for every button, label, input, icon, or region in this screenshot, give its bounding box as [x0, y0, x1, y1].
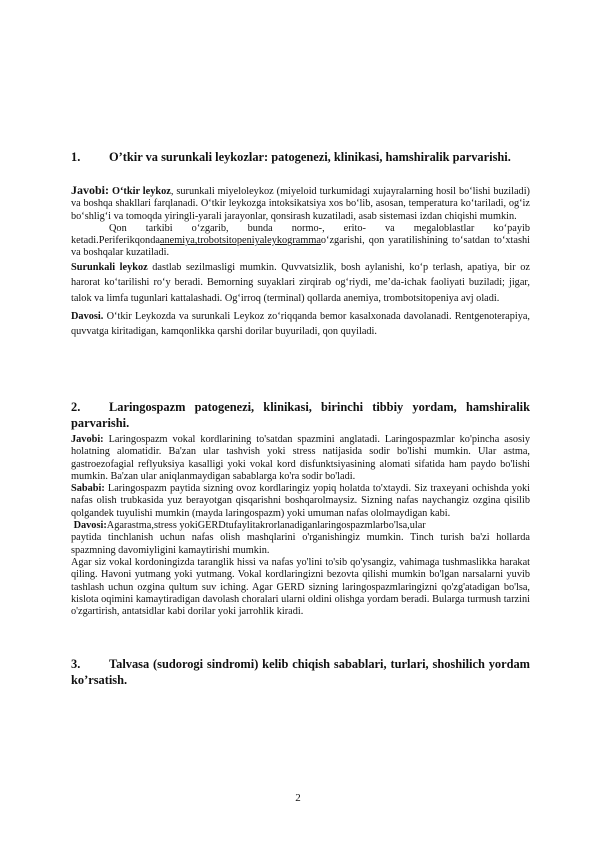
answer-label: Javobi:	[71, 434, 104, 445]
treatment-label: Davosi.	[71, 310, 104, 322]
cause-label: Sababi:	[71, 483, 105, 495]
section-1-paragraph-1: Javobi: O‘tkir leykoz, surunkali miyeloleykoz (miyeloid turkumidagi xujayralarning hosil bo‘lishi buziladi) va boshqa shakllari farqlanadi. O‘tkir leykozga intoksikatsiya xos bo‘lib, asosan, temperatura ko‘tariladi, og‘iz bo‘shlig‘i va tomoqda yiringli-yarali jarayonlar, qonsirash kuzatiladi, asab sistemasi izdan chiqishi mumkin.	[71, 183, 530, 222]
section-3-heading	[71, 656, 530, 688]
section-2-paragraph-2: Sababi: Laringospazm paytida sizning ovoz kordlaringiz yopiq holatda to'xtaydi. Siz traxeyani ochishda yoki nafas olish trubkasida yuz berayotgan qisqarishni boshqarolmaysiz. Sizning nafas naychangiz ozgina qisilib qolgandek tuyulishi mumkin (mayda laringospazm) yoki umuman nafas ololmaydigan kabi.	[71, 483, 530, 519]
underlined-link: anemiya,trobotsitopeniyaleykogramma	[159, 235, 321, 247]
section-1-body	[71, 184, 530, 340]
section-3-title: Talvasa (sudorogi sindromi) kelib chiqish sabablari, turlari, shoshilich yordam ko’rsatish.	[71, 657, 530, 687]
section-3-number: 3.	[71, 657, 81, 671]
section-2-number: 2.	[71, 400, 81, 414]
section-1-title: O’tkir va surunkali leykozlar: patogenezi, klinikasi, hamshiralik parvarishi.	[109, 150, 511, 164]
section-1-number: 1.	[71, 150, 81, 164]
section-1-paragraph-4: Davosi. O‘tkir Leykozda va surunkali Leykoz zo‘riqqanda bemor kasalxonada davolanadi. Rentgenoterapiya, quvvatga kiritadigan, kamqonlikka qarshi dorilar buyuriladi, qon quyiladi.	[71, 310, 530, 338]
page-number: 2	[295, 792, 301, 804]
section-2-paragraph-4: paytida tinchlanish uchun nafas olish mashqlarini o'rganishingiz mumkin. Tinch turish ba'zi hollarda spazmning davomiyligini kamaytirishi mumkin.	[71, 532, 530, 556]
section-1-paragraph-3: Surunkali leykoz dastlab sezilmasligi mumkin. Quvvatsizlik, bosh aylanishi, ko‘p terlash, apatiya, bir oz harorat ko‘tarilishi ro‘y beradi. Bemorning suyaklari zirqirab og‘riydi, me’da-ichak faoliyati buziladi; jigar, talok va limfa tugunlari kattalashadi. Og‘irroq (terminal) qollarda anemiya, trombotsitopeniya avj oladi.	[71, 261, 530, 304]
section-1-heading	[71, 149, 530, 165]
section-2-paragraph-5: Agar siz vokal kordoningizda taranglik hissi va nafas yo'lini to'sib qo'ysangiz, vahimaga tushmaslikka harakat qiling. Havoni yutmang yoki yutmang. Vokal kordlaringizni bezovta qilishi mumkin bo'lgan narsalarni yuvib tashlash uchun ozgina qultum suv iching. Agar GERD sizning laringospazmlaringizni qo'zg'atadigan bo'lsa, kislota oqimini kamaytiradigan davolash choralari ularni oldini olishga yordam beradi. Bularga turmush tarzini o'zgartirish, antatsidlar kabi dorilar yoki jarrohlik kiradi.	[71, 556, 530, 618]
section-1-paragraph-2: Qon tarkibi o‘zgarib, bunda normo-, erito- va megaloblastlar ko‘payib ketadi.Periferikqondaanemiya,trobotsitopeniyaleykogrammao‘zgarishi, qon yaratilishining to‘satdan to‘xtashi va boshqalar kuzatiladi.	[71, 222, 530, 259]
section-2-paragraph-1: Javobi: Laringospazm vokal kordlarining to'satdan spazmini anglatadi. Laringospazmlar ko'pincha asosiy holatning alomatidir. Ba'zan ular tashvish yoki stress natijasida sodir bo'lishi mumkin. Ular astma, gastroezofagial reflyuksiya kasalligi yoki vokal kord disfunktsiyasining alomati sifatida ham paydo bo'lishi mumkin. Ba'zan ular aniqlanmaydigan sabablarga ko'ra sodir bo'ladi.	[71, 434, 530, 482]
answer-label: Javobi:	[71, 183, 110, 197]
term-acute-leukemia: O‘tkir leykoz	[111, 186, 171, 197]
chronic-leukemia-label: Surunkali leykoz	[71, 261, 148, 273]
section-2-body	[71, 434, 530, 618]
section-2-title: Laringospazm patogenezi, klinikasi, birinchi tibbiy yordam, hamshiralik parvarishi.	[71, 400, 530, 430]
section-2-heading	[71, 399, 530, 431]
treatment-label: Davosi:	[73, 520, 107, 532]
section-2-paragraph-3: Davosi:Agarastma,stress yokiGERDtufaylitakrorlanadiganlaringospazmlarbo'lsa,ular	[73, 520, 426, 532]
